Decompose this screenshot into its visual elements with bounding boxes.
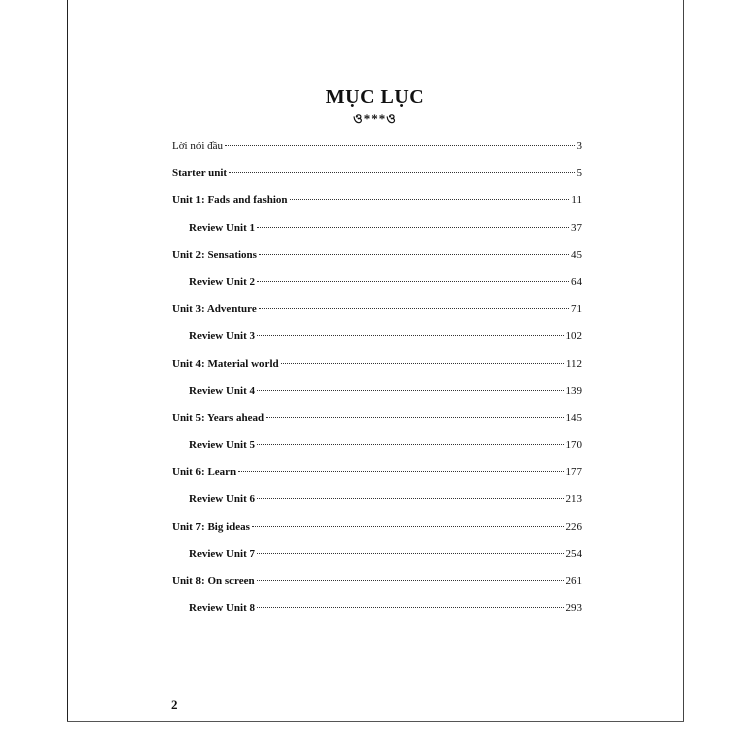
toc-leader-dots — [252, 526, 564, 527]
toc-leader-dots — [257, 281, 569, 282]
toc-entry-page: 102 — [565, 330, 582, 343]
toc-entry-review — [172, 385, 582, 412]
toc-entry-label: Unit 1: Fads and fashion — [172, 194, 288, 207]
toc-leader-dots — [229, 172, 574, 173]
toc-entry-page: 177 — [565, 466, 582, 479]
toc-entry-label: Review Unit 3 — [189, 330, 255, 343]
toc-entry-label: Unit 5: Years ahead — [172, 411, 265, 424]
toc-entry — [172, 466, 582, 493]
page-title: MỤC LỤC — [325, 86, 425, 108]
toc-entry-page: 293 — [565, 602, 582, 615]
toc-entry-review — [172, 276, 582, 303]
toc-leader-dots — [225, 145, 574, 146]
toc-leader-dots — [266, 417, 563, 418]
title-ornament: ও***ও — [353, 111, 397, 126]
toc-entry-review — [172, 222, 582, 249]
toc-entry-page: 3 — [576, 140, 582, 152]
toc-entry-review — [172, 602, 582, 629]
toc-entry — [172, 249, 582, 276]
toc-entry-label: Review Unit 5 — [189, 439, 255, 452]
toc-entry — [172, 303, 582, 330]
toc-entry-label: Unit 4: Material world — [172, 357, 279, 370]
toc-entry-label: Review Unit 4 — [189, 384, 255, 397]
toc-entry — [172, 521, 582, 548]
toc-entry-label: Unit 7: Big ideas — [172, 520, 250, 533]
toc-entry-page: 170 — [565, 439, 582, 452]
toc-entry-label: Starter unit — [172, 167, 228, 180]
toc-entry — [172, 412, 582, 439]
toc-entry-label: Review Unit 1 — [189, 221, 255, 234]
toc-entry-label: Review Unit 6 — [189, 493, 255, 506]
toc-leader-dots — [238, 471, 563, 472]
toc-leader-dots — [257, 498, 564, 499]
toc-entry-page: 37 — [571, 221, 582, 234]
page-number: 2 — [171, 697, 178, 712]
toc-entry-label: Unit 8: On screen — [172, 575, 255, 587]
toc-leader-dots — [257, 553, 564, 554]
toc-entry-review — [172, 330, 582, 357]
toc-entry-page: 226 — [565, 520, 582, 533]
toc-entry-review — [172, 493, 582, 520]
toc-entry-label: Unit 2: Sensations — [172, 248, 257, 261]
toc-leader-dots — [257, 390, 564, 391]
toc-leader-dots — [257, 227, 569, 228]
toc-entry — [172, 358, 582, 385]
toc-entry-label: Unit 6: Learn — [172, 466, 237, 479]
toc-entry-page: 254 — [565, 547, 582, 560]
toc-leader-dots — [257, 444, 564, 445]
toc-entry-label: Review Unit 8 — [189, 602, 255, 615]
toc-entry-review — [172, 439, 582, 466]
toc-leader-dots — [257, 607, 564, 608]
toc-leader-dots — [290, 199, 570, 200]
toc-entry-page: 64 — [571, 275, 582, 288]
toc-entry-page: 139 — [565, 384, 582, 397]
page-edge-bottom — [67, 721, 684, 722]
toc-entry-label: Review Unit 7 — [189, 547, 255, 560]
table-of-contents — [172, 140, 582, 629]
toc-entry — [172, 140, 582, 167]
toc-entry — [172, 167, 582, 194]
toc-entry-page: 71 — [571, 303, 582, 316]
toc-entry-page: 261 — [565, 575, 582, 587]
toc-entry — [172, 194, 582, 221]
toc-leader-dots — [257, 335, 564, 336]
toc-leader-dots — [257, 580, 564, 581]
toc-entry-page: 5 — [576, 167, 582, 180]
toc-entry-label: Lời nói đầu — [172, 140, 224, 152]
toc-entry-page: 11 — [571, 194, 582, 207]
toc-entry — [172, 575, 582, 602]
toc-entry-page: 45 — [571, 248, 582, 261]
toc-entry-label: Review Unit 2 — [189, 275, 255, 288]
toc-leader-dots — [259, 308, 569, 309]
toc-entry-label: Unit 3: Adventure — [172, 303, 257, 316]
toc-entry-page: 213 — [565, 493, 582, 506]
toc-entry-page: 145 — [565, 411, 582, 424]
toc-entry-review — [172, 548, 582, 575]
toc-leader-dots — [281, 363, 564, 364]
toc-entry-page: 112 — [565, 357, 582, 370]
toc-leader-dots — [259, 254, 569, 255]
